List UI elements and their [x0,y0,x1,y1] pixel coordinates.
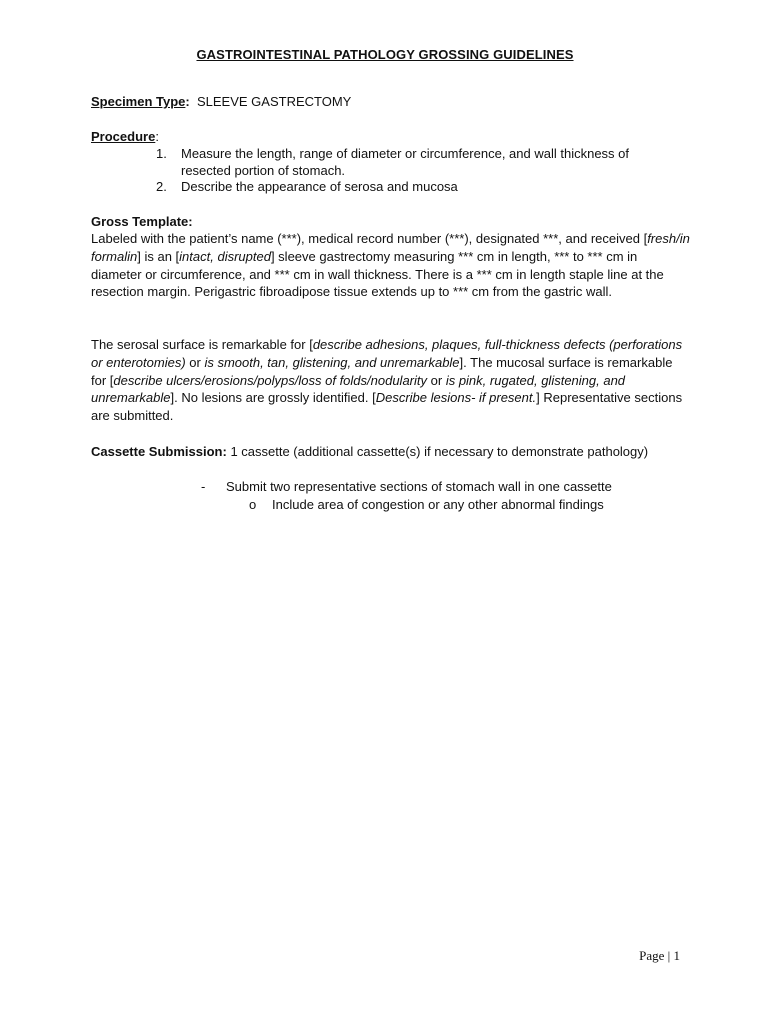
text-run: or [185,354,205,370]
list-item-number: 2. [156,179,167,194]
cassette-bullet-circle [249,496,604,513]
text-run: Labeled with the patient’s name (***), medical record number (***), designated ***, and received [ [91,231,648,246]
page-number: Page | 1 [639,948,680,963]
text-run: or [427,372,446,388]
specimen-type-line [91,93,691,111]
list-item-text: Measure the length, range of diameter or circumference, and wall thickness of resected portion of stomach. [181,146,630,178]
text-run-italic: describe ulcers/erosions/polyps/loss of folds/nodularity [113,372,428,388]
procedure-colon: : [155,129,159,144]
specimen-type-value: SLEEVE GASTRECTOMY [196,94,352,109]
text-run: ]. The mucosal surface is remarkable for [ [91,354,673,388]
procedure-list [156,146,676,196]
cassette-submission-label: Cassette Submission: [91,444,227,459]
text-run-italic: Describe lesions- if present. [375,390,537,406]
text-run: ] Representative sections are submitted. [91,390,683,424]
document-title: GASTROINTESTINAL PATHOLOGY GROSSING GUIDELINES [196,47,574,62]
text-run-italic: describe adhesions, plaques, full-thickness defects (perforations or enterotomies) [91,337,683,370]
specimen-type-label: Specimen Type [91,94,186,109]
text-run: ]. No lesions are grossly identified. [ [170,390,376,406]
text-run: ] is an [ [137,248,180,264]
list-item-text: Describe the appearance of serosa and mucosa [181,179,458,194]
list-item [156,146,676,179]
dash-bullet-text: Submit two representative sections of stomach wall in one cassette [226,479,612,494]
cassette-submission-paragraph [91,443,691,461]
procedure-label: Procedure [91,129,156,144]
text-run: The serosal surface is remarkable for [ [91,337,313,352]
text-run-italic: is pink, rugated, glistening, and unremarkable [91,372,626,406]
cassette-bullet-dash [201,478,612,495]
text-run: ] sleeve gastrectomy measuring *** cm in length, *** to *** cm in diameter or circumference, and *** cm in wall thickness. There is a *** cm in length staple line at the resection margin. Perigastric fibroadipose tissue extends up to *** cm from the gastric wall. [91,248,664,300]
procedure-heading [91,128,691,146]
gross-template-heading [91,213,691,231]
cassette-submission-text: 1 cassette (additional cassette(s) if necessary to demonstrate pathology) [226,444,649,459]
list-item-number: 1. [156,146,167,161]
gross-template-paragraph-2 [91,336,691,425]
gross-template-label: Gross Template: [91,214,193,229]
list-item [156,179,676,196]
circle-bullet-icon: o [249,497,257,512]
specimen-type-colon: : [185,94,190,109]
text-run-italic: fresh/in formalin [91,231,690,264]
text-run-italic: intact, disrupted [179,248,271,264]
text-run-italic: is smooth, tan, glistening, and unremarkable [204,354,460,370]
gross-template-paragraph-1 [91,230,691,301]
dash-bullet-icon: - [201,479,206,494]
circle-bullet-text: Include area of congestion or any other abnormal findings [272,497,604,512]
